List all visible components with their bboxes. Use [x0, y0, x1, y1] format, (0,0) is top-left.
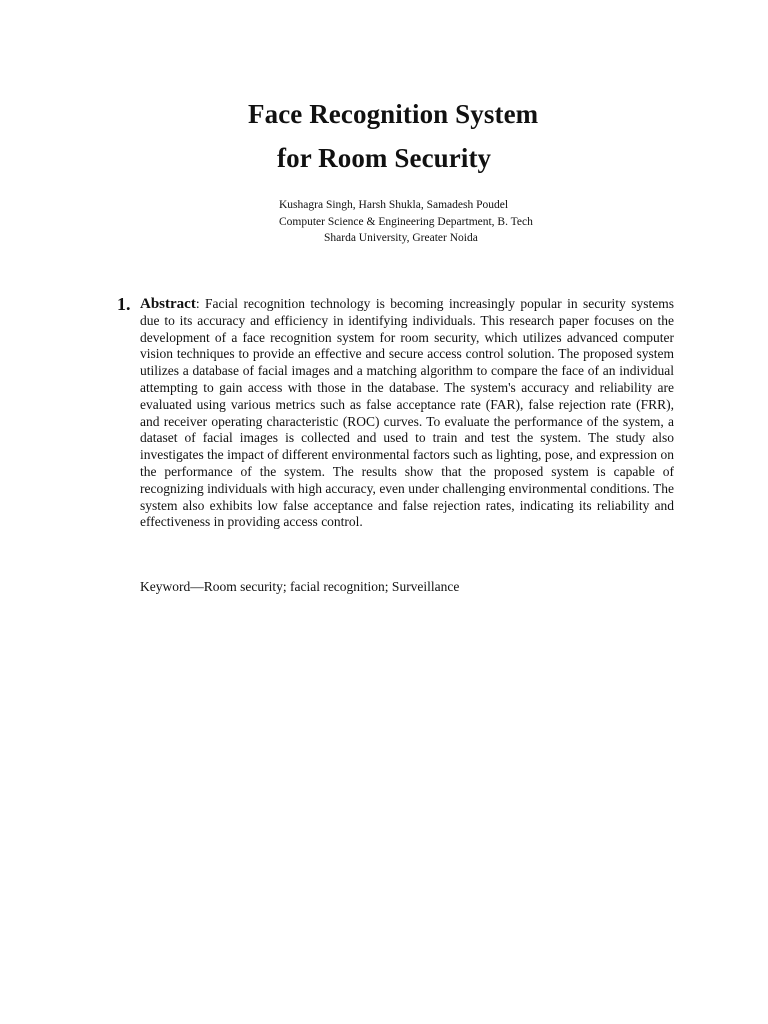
abstract-heading: Abstract	[140, 296, 196, 312]
paper-title-line-1: Face Recognition System	[248, 99, 539, 129]
paper-title-line-2: for Room Security	[277, 143, 492, 173]
keywords-line: Keyword—Room security; facial recognition; Surveillance	[140, 579, 460, 594]
author-department: Computer Science & Engineering Department, B. Tech	[279, 216, 533, 228]
author-university: Sharda University, Greater Noida	[324, 232, 478, 244]
abstract-separator: :	[195, 296, 200, 311]
abstract-paragraph	[140, 296, 674, 531]
section-number: 1.	[117, 294, 131, 314]
author-names: Kushagra Singh, Harsh Shukla, Samadesh Poudel	[279, 199, 509, 211]
abstract-body: Facial recognition technology is becoming increasingly popular in security systems due to its accuracy and efficiency in identifying individuals. This research paper focuses on the development of a face recognition system for room security, which utilizes advanced computer vision techniques to provide an effective and secure access control solution. The proposed system utilizes a database of facial images and a matching algorithm to compare the face of an individual attempting to gain access with those in the database. The system's accuracy and reliability are evaluated using various metrics such as false acceptance rate (FAR), false rejection rate (FRR), and receiver operating characteristic (ROC) curves. To evaluate the performance of the system, a dataset of facial images is collected and used to train and test the system. The study also investigates the impact of different environmental factors such as lighting, pose, and expression on the performance of the system. The results show that the proposed system is capable of recognizing individuals with high accuracy, even under challenging environmental conditions. The system also exhibits low false acceptance and false rejection rates, indicating its reliability and effectiveness in providing access control.	[140, 296, 674, 530]
